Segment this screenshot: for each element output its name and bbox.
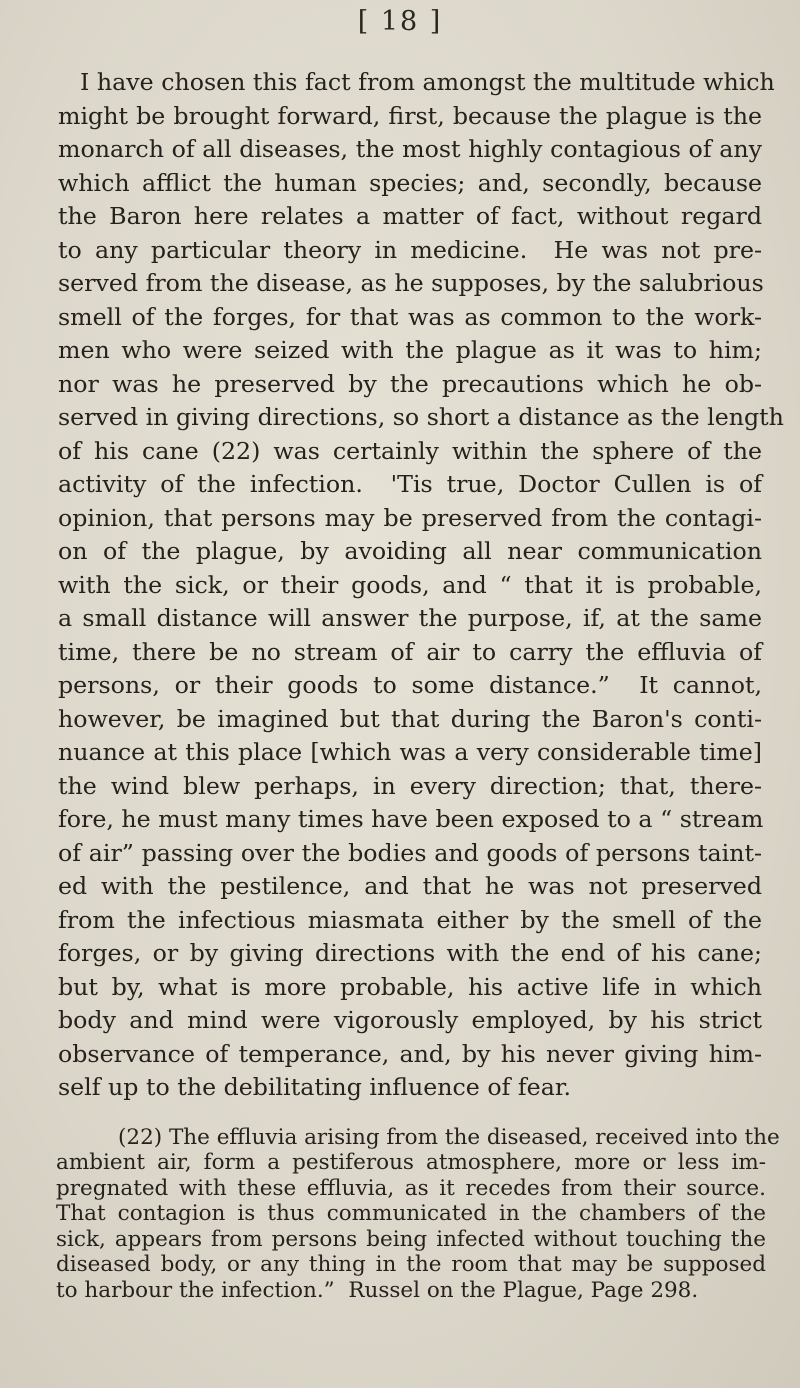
body-line: served from the disease, as he supposes, by the salubrious bbox=[58, 269, 764, 297]
body-line: with the sick, or their goods, and “ that it is probable, bbox=[58, 570, 762, 599]
body-line: time, there be no stream of air to carry the effluvia of bbox=[58, 637, 762, 666]
body-line: might be brought forward, first, because the plague is the bbox=[58, 101, 762, 130]
body-line: of his cane (22) was certainly within the sphere of the bbox=[58, 436, 762, 465]
footnote-line: diseased body, or any thing in the room that may be supposed bbox=[56, 1252, 766, 1277]
body-line: observance of temperance, and, by his never giving him- bbox=[58, 1039, 762, 1068]
body-line: the wind blew perhaps, in every direction; that, there- bbox=[58, 771, 762, 800]
body-line: I have chosen this fact from amongst the multitude which bbox=[80, 68, 775, 96]
body-line: men who were seized with the plague as it was to him; bbox=[58, 336, 762, 364]
body-line: persons, or their goods to some distance.” It cannot, bbox=[58, 671, 762, 699]
body-line: fore, he must many times have been exposed to a “ stream bbox=[58, 805, 764, 833]
body-line: self up to the debilitating influence of fear. bbox=[58, 1073, 572, 1101]
footnote-line: pregnated with these effluvia, as it recedes from their source. bbox=[56, 1175, 766, 1201]
body-line: nuance at this place [which was a very considerable time] bbox=[58, 738, 762, 766]
body-line: ed with the pestilence, and that he was not preserved bbox=[58, 872, 762, 900]
body-line: a small distance will answer the purpose, if, at the same bbox=[58, 604, 762, 632]
body-line: however, be imagined but that during the Baron's conti- bbox=[58, 704, 762, 733]
footnote-line: ambient air, form a pestiferous atmosphere, more or less im- bbox=[56, 1150, 766, 1175]
footnote-line: to harbour the infection.” Russel on the Plague, Page 298. bbox=[56, 1277, 699, 1303]
body-line: activity of the infection. 'Tis true, Doctor Cullen is of bbox=[58, 470, 762, 498]
footnote-line: sick, appears from persons being infected without touching the bbox=[56, 1226, 766, 1252]
body-line: to any particular theory in medicine. He was not pre- bbox=[58, 235, 762, 264]
body-line: nor was he preserved by the precautions which he ob- bbox=[58, 369, 762, 398]
footnote-line: (22) The effluvia arising from the diseased, received into the bbox=[118, 1124, 780, 1150]
body-line: body and mind were vigorously employed, by his strict bbox=[58, 1006, 762, 1034]
body-line: from the infectious miasmata either by the smell of the bbox=[58, 905, 762, 934]
body-line: on of the plague, by avoiding all near communication bbox=[58, 537, 762, 565]
body-line: smell of the forges, for that was as common to the work- bbox=[58, 302, 762, 331]
body-line: served in giving directions, so short a distance as the length bbox=[58, 403, 784, 431]
body-line: opinion, that persons may be preserved from the contagi- bbox=[58, 503, 762, 532]
footnote-line: That contagion is thus communicated in the chambers of the bbox=[56, 1201, 766, 1226]
body-line: the Baron here relates a matter of fact, without regard bbox=[58, 202, 762, 230]
body-line: but by, what is more probable, his active life in which bbox=[58, 972, 762, 1001]
body-line: which afflict the human species; and, secondly, because bbox=[58, 168, 762, 197]
body-line: of air” passing over the bodies and goods of persons taint- bbox=[58, 838, 762, 867]
page-number: [ 18 ] bbox=[357, 6, 443, 37]
body-line: monarch of all diseases, the most highly contagious of any bbox=[58, 135, 762, 163]
body-line: forges, or by giving directions with the end of his cane; bbox=[58, 939, 762, 967]
